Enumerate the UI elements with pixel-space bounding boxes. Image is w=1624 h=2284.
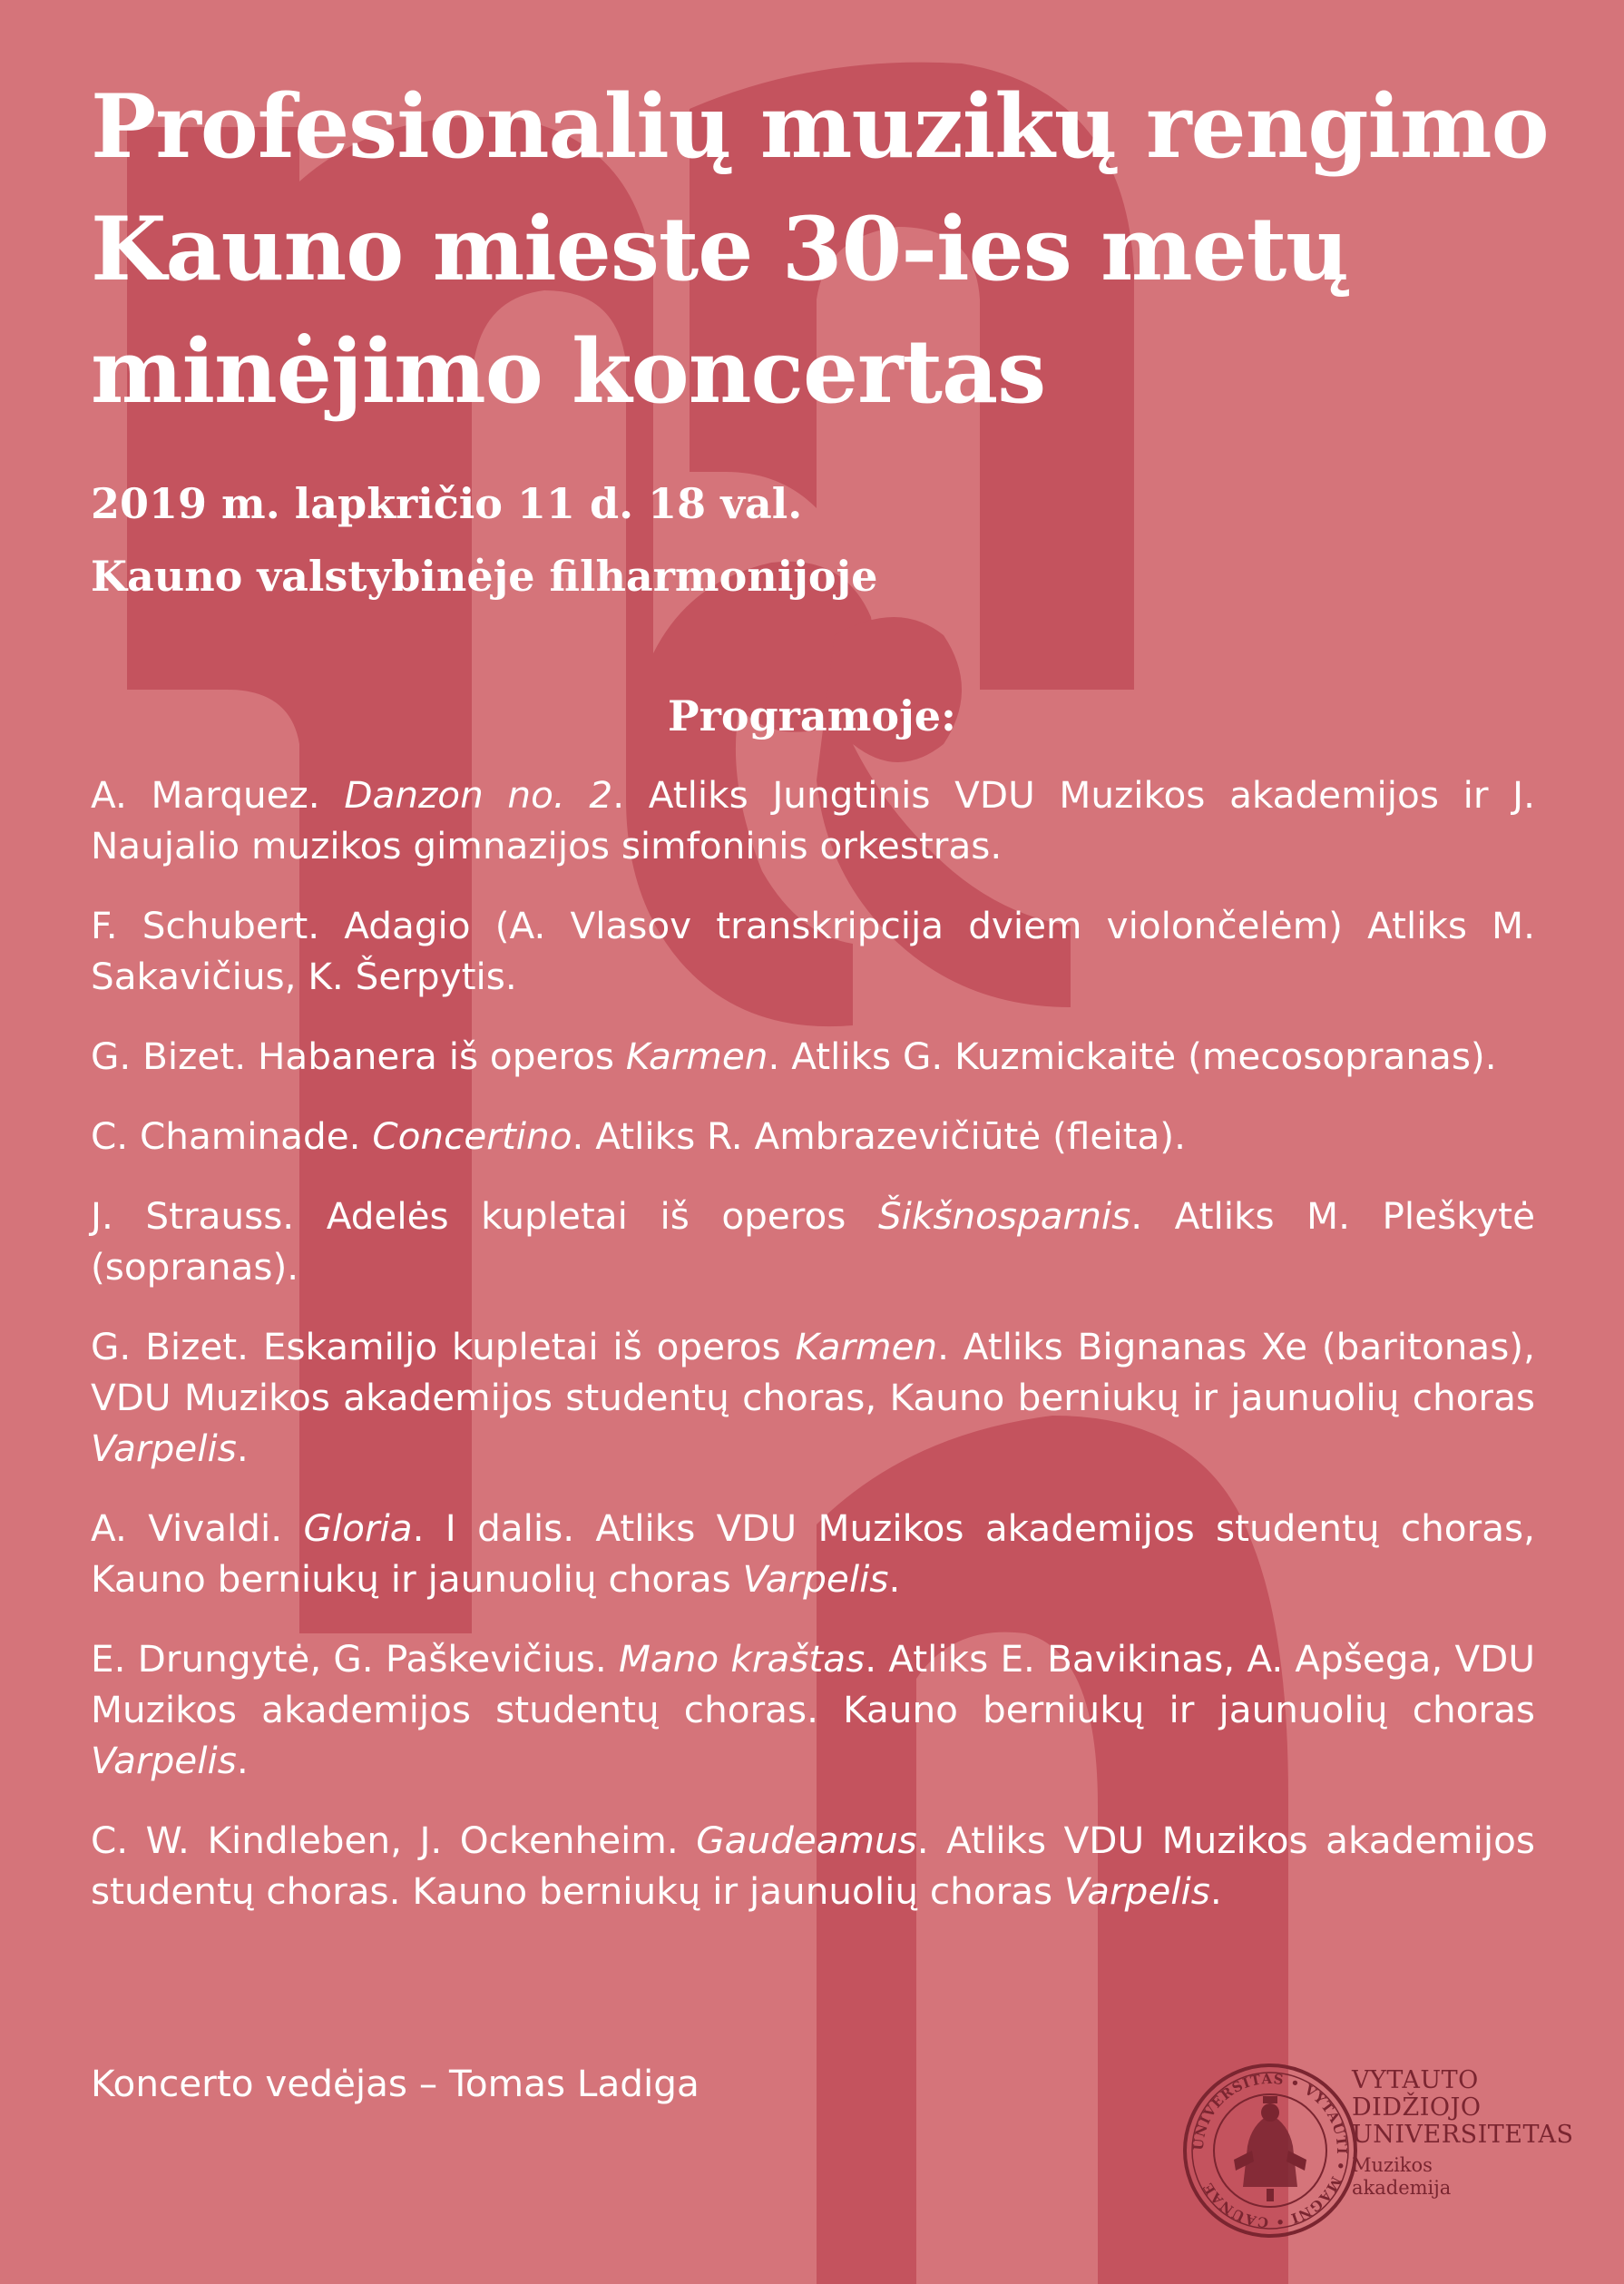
event-date: 2019 m. lapkričio 11 d. 18 val. bbox=[91, 479, 803, 528]
program-item: G. Bizet. Eskamiljo kupletai iš operos Karmen. Atliks Bignanas Xe (baritonas), VDU Muzikos akademijos studentų choras, Kauno berniukų ir jaunuolių choras Varpelis. bbox=[91, 1325, 1535, 1470]
logo-sub-line-2: akademija bbox=[1352, 2177, 1452, 2199]
logo-line-1: VYTAUTO bbox=[1352, 2066, 1479, 2094]
program-item: F. Schubert. Adagio (A. Vlasov transkripcija dviem violončelėm) Atliks M. Sakavičius, K. Šerpytis. bbox=[91, 904, 1535, 998]
program-heading: Programoje: bbox=[668, 691, 956, 740]
logo-line-3: UNIVERSITETAS bbox=[1352, 2121, 1574, 2149]
program-item: E. Drungytė, G. Paškevičius. Mano kraštas. Atliks E. Bavikinas, A. Apšega, VDU Muzikos akademijos studentų choras. Kauno berniukų ir jaunuolių choras Varpelis. bbox=[91, 1637, 1535, 1782]
title-line-2: Kauno mieste 30-ies metų bbox=[91, 198, 1348, 300]
university-seal-icon bbox=[1179, 2060, 1361, 2241]
program-list bbox=[91, 770, 1535, 1916]
concert-host: Koncerto vedėjas – Tomas Ladiga bbox=[91, 2062, 699, 2105]
title-line-3: minėjimo koncertas bbox=[91, 320, 1046, 423]
program-item: A. Vivaldi. Gloria. I dalis. Atliks VDU Muzikos akademijos studentų choras, Kauno berniukų ir jaunuolių choras Varpelis. bbox=[91, 1506, 1535, 1601]
program-item: J. Strauss. Adelės kupletai iš operos Šikšnosparnis. Atliks M. Pleškytė (sopranas). bbox=[91, 1194, 1535, 1289]
program-item: G. Bizet. Habanera iš operos Karmen. Atliks G. Kuzmickaitė (mecosopranas). bbox=[91, 1034, 1497, 1078]
logo-sub-line-1: Muzikos bbox=[1352, 2154, 1433, 2176]
university-logo bbox=[1179, 2060, 1574, 2241]
program-item: C. W. Kindleben, J. Ockenheim. Gaudeamus. Atliks VDU Muzikos akademijos studentų choras. Kauno berniukų ir jaunuolių choras Varpelis. bbox=[91, 1818, 1535, 1913]
svg-text:UNIVERSITAS • VYTAUTI • MAGNI: UNIVERSITAS • VYTAUTI • MAGNI • CAUNAE bbox=[1189, 2070, 1351, 2231]
program-item: A. Marquez. Danzon no. 2. Atliks Jungtinis VDU Muzikos akademijos ir J. Naujalio muzikos gimnazijos simfoninis orkestras. bbox=[91, 773, 1535, 868]
logo-line-2: DIDŽIOJO bbox=[1352, 2093, 1482, 2122]
program-item: C. Chaminade. Concertino. Atliks R. Ambrazevičiūtė (fleita). bbox=[91, 1114, 1186, 1158]
logo-subtitle bbox=[1352, 2154, 1574, 2200]
event-venue: Kauno valstybinėje filharmonijoje bbox=[91, 552, 878, 601]
title-line-1: Profesionalių muzikų rengimo bbox=[91, 75, 1549, 178]
page-title bbox=[91, 65, 1560, 433]
logo-wordmark bbox=[1352, 2067, 1574, 2200]
